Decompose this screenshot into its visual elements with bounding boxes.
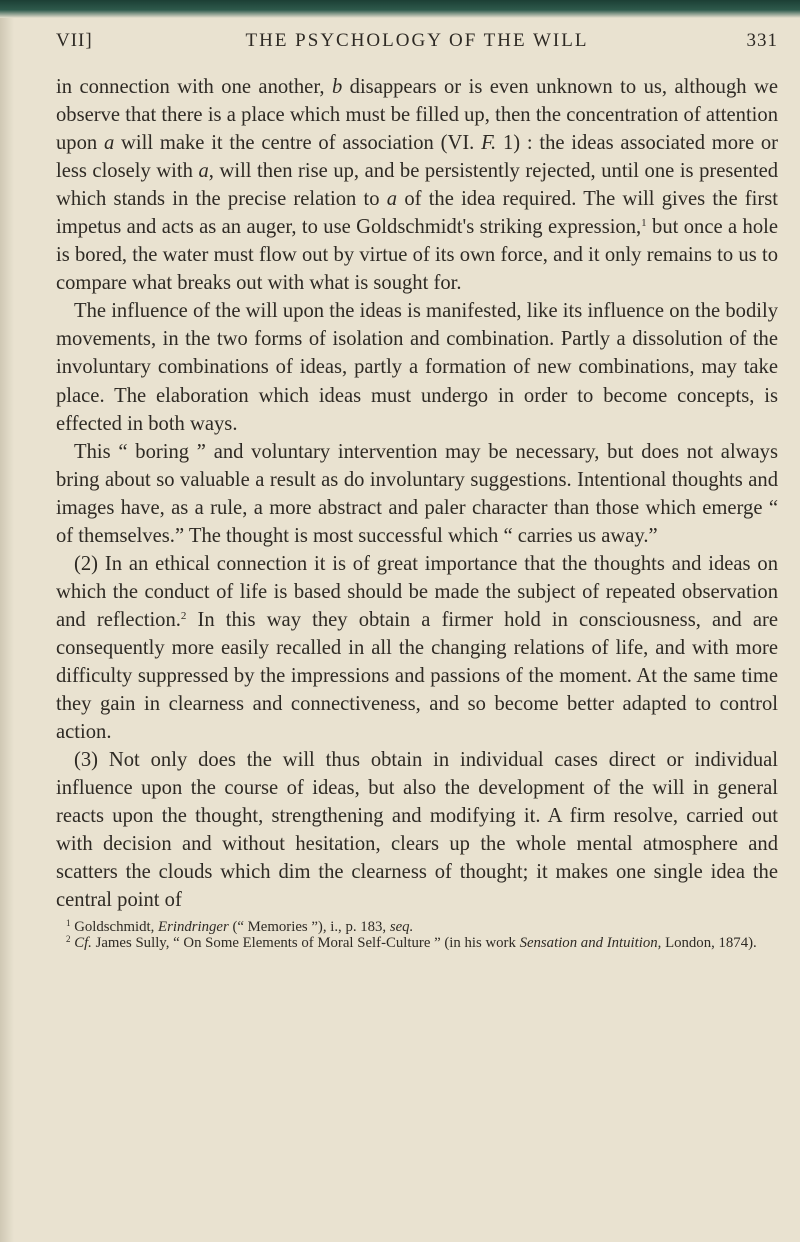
text-run: (“ Memories ”), i., p. 183, [228,919,390,936]
footnote [56,933,778,952]
text-run: 1) : the ideas associated more or less closely with [56,132,779,183]
italic-text: Cf. [74,934,92,951]
footnote-ref: 2 [66,933,71,944]
text-run: but once a hole is bored, the water must flow out by virtue of its own force, and it only remains to us to compare what breaks out with what is sought for. [56,216,778,295]
text-run: This “ boring ” and voluntary intervention may be necessary, but does not always bring about so valuable a result as do involuntary suggestions. Intentional thoughts and images have, as a rule, a more abstract and paler character than those which emerge “ of themselves.” The thought is most successful which “ carries us away.” [56,440,778,547]
italic-text: b [331,76,343,98]
paragraph [56,73,778,297]
text-run: In this way they obtain a firmer hold in consciousness, and are consequently more easily recalled in all the changing relations of life, and with more difficulty suppressed by the impressions and passions of the moment. At the same time they gain in clearness and connectiveness, and so become better adapted to control action. [56,608,778,744]
page-top-edge [0,0,800,18]
text-run: disappears or is even unknown to us, although we observe that there is a place which must be filled up, then the concentration of attention upon [56,76,778,155]
text-run: James Sully, “ On Some Elements of Moral Self-Culture ” (in his work [91,934,520,951]
italic-text: a [386,188,398,211]
text-run: of the idea required. The will gives the first impetus and acts as an auger, to use Goldschmidt's striking expression, [56,188,778,239]
running-title: THE PSYCHOLOGY OF THE WILL [245,30,589,51]
text-run: (3) Not only does the will thus obtain in individual cases direct or individual influence upon the course of ideas, but also the development of the will in general reacts upon the thought, strengthening and modifying it. A firm resolve, carried out with decision and without hesitation, clears up the whole mental atmosphere and scatters the clouds which dim the clearness of thought; it makes one single idea the central point of [56,749,778,912]
text-run: will make it the centre of association (VI. [114,132,482,155]
italic-text: a [103,132,115,155]
page-number: 331 [746,30,778,51]
footnotes [56,920,778,951]
running-header [56,22,778,58]
page-gutter-shadow [0,18,14,1242]
paragraph [56,746,778,914]
paragraph [56,438,778,550]
chapter-marker: VII] [56,30,93,51]
italic-text: Erindringer [158,919,229,936]
body-text [56,73,778,914]
text-run: in connection with one another, [56,76,332,98]
text-run: The influence of the will upon the ideas is manifested, like its influence on the bodily movements, in the two forms of isolation and combination. Partly a dissolution of the involuntary combinations of ideas, partly a formation of new combinations, may take place. The elaboration which ideas must undergo in order to become concepts, is effected in both ways. [56,300,778,435]
italic-text: F. [481,132,497,155]
footnote [56,920,778,936]
paragraph [56,550,778,746]
text-run: , London, 1874). [657,934,757,951]
italic-text: Sensation and Intuition [519,934,658,951]
footnote-ref: 1 [641,217,647,230]
book-page [56,22,778,951]
italic-text: seq. [389,919,414,936]
italic-text: a [198,160,209,183]
paragraph [56,297,778,437]
footnote-ref: 2 [180,609,187,622]
text-run: , will then rise up, and be persistently rejected, until one is presented which stands in the precise relation to [56,160,779,211]
text-run: Goldschmidt, [70,919,159,936]
text-run: (2) In an ethical connection it is of great importance that the thoughts and ideas on which the conduct of life is based should be made the subject of repeated observation and reflection. [56,552,778,631]
footnote-ref: 1 [66,918,71,929]
